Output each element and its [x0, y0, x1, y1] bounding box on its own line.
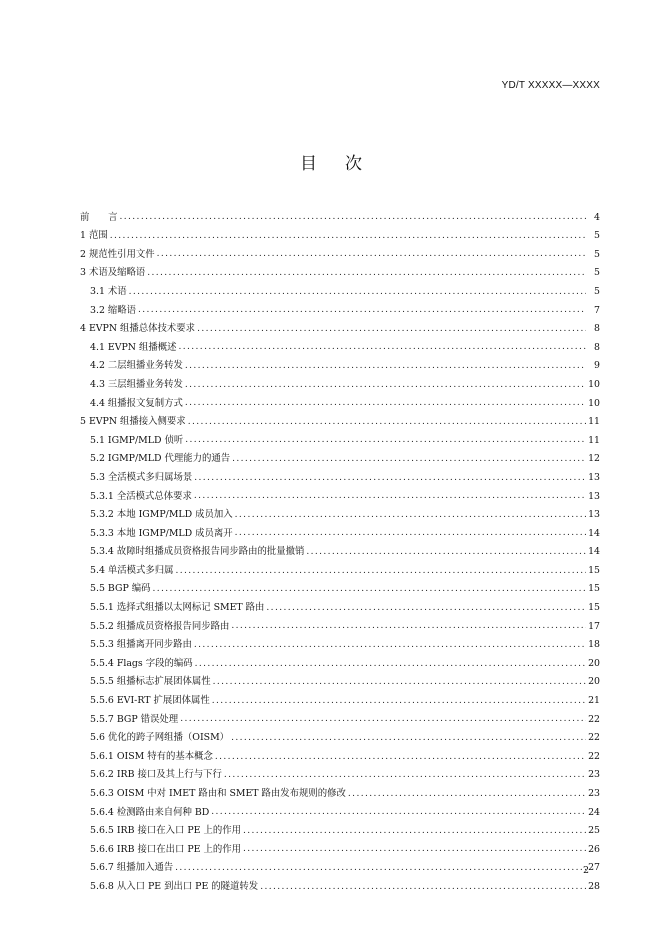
toc-entry[interactable]	[80, 320, 600, 339]
toc-entry[interactable]	[80, 636, 600, 655]
toc-entry-label: 5.3.1 全活模式总体要求	[90, 490, 192, 502]
toc-entry[interactable]	[80, 598, 600, 617]
toc-entry-label: 4.3 三层组播业务转发	[90, 378, 183, 390]
toc-entry-label: 3 术语及缩略语	[80, 267, 146, 279]
toc-entry-label: 4.1 EVPN 组播概述	[90, 341, 177, 353]
toc-entry-page: 23	[588, 769, 600, 781]
toc-entry[interactable]	[80, 301, 600, 320]
toc-entry-label: 5.1 IGMP/MLD 侦听	[90, 434, 184, 446]
toc-entry[interactable]	[80, 524, 600, 543]
toc-entry-page: 15	[588, 583, 600, 595]
toc-entry-label: 5.5.5 组播标志扩展团体属性	[90, 676, 211, 688]
toc-entry-label: 5.6.8 从入口 PE 到出口 PE 的隧道转发	[90, 880, 259, 892]
toc-entry[interactable]	[80, 673, 600, 692]
toc-entry[interactable]	[80, 375, 600, 394]
toc-entry-page: 15	[588, 564, 600, 576]
toc-entry-label: 5.3.4 故障时组播成员资格报告同步路由的批量撤销	[90, 546, 305, 558]
toc-entry-page: 4	[594, 211, 600, 223]
toc-leader-dots	[235, 510, 586, 520]
toc-entry[interactable]	[80, 691, 600, 710]
toc-leader-dots	[231, 733, 586, 743]
toc-leader-dots	[176, 566, 586, 576]
toc-leader-dots	[211, 807, 586, 817]
toc-entry[interactable]	[80, 245, 600, 264]
toc-leader-dots	[215, 752, 586, 762]
toc-entry-label: 5.6.5 IRB 接口在入口 PE 上的作用	[90, 825, 241, 837]
toc-entry-page: 5	[594, 248, 600, 260]
toc-entry[interactable]	[80, 264, 600, 283]
toc-leader-dots	[147, 268, 586, 278]
toc-entry[interactable]	[80, 413, 600, 432]
toc-leader-dots	[306, 547, 586, 557]
toc-leader-dots	[110, 231, 586, 241]
toc-entry[interactable]	[80, 803, 600, 822]
toc-leader-dots	[243, 826, 586, 836]
toc-leader-dots	[129, 287, 586, 297]
toc-entry-label: 4 EVPN 组播总体技术要求	[80, 323, 196, 335]
toc-entry-page: 10	[588, 378, 600, 390]
toc-entry-page: 18	[588, 639, 600, 651]
toc-entry-page: 8	[594, 341, 600, 353]
toc-leader-dots	[213, 677, 586, 687]
toc-entry-label: 5.5.7 BGP 错误处理	[90, 713, 179, 725]
toc-entry-page: 17	[588, 620, 600, 632]
toc-leader-dots	[185, 380, 586, 390]
toc-entry-label: 5.5.6 EVI-RT 扩展团体属性	[90, 695, 210, 707]
toc-leader-dots	[194, 473, 586, 483]
toc-entry-page: 28	[588, 880, 600, 892]
toc-entry[interactable]	[80, 840, 600, 859]
toc-entry-page: 8	[594, 323, 600, 335]
toc-entry-label: 5.5.1 选择式组播以太网标记 SMET 路由	[90, 602, 265, 614]
page-number: 2	[582, 865, 589, 876]
toc-entry-label: 5.4 单活模式多归属	[90, 564, 174, 576]
toc-entry[interactable]	[80, 710, 600, 729]
toc-entry-label: 5.3 全活模式多归属场景	[90, 471, 193, 483]
toc-leader-dots	[212, 696, 586, 706]
toc-entry-page: 9	[594, 360, 600, 372]
toc-entry-page: 15	[588, 602, 600, 614]
toc-leader-dots	[266, 603, 586, 613]
toc-leader-dots	[224, 770, 586, 780]
toc-leader-dots	[185, 398, 586, 408]
toc-entry-label: 5.3.2 本地 IGMP/MLD 成员加入	[90, 509, 233, 521]
toc-entry-page: 11	[588, 434, 600, 446]
toc-entry[interactable]	[80, 729, 600, 748]
toc-leader-dots	[243, 844, 586, 854]
toc-entry[interactable]	[80, 766, 600, 785]
toc-entry-page: 23	[588, 788, 600, 799]
toc-entry-page: 5	[594, 267, 600, 279]
toc-leader-dots	[185, 435, 586, 445]
page-title: 目次	[300, 154, 390, 174]
toc-entry-label: 3.1 术语	[90, 285, 127, 297]
toc-leader-dots	[120, 212, 586, 222]
toc-leader-dots	[194, 491, 586, 501]
toc-entry-page: 5	[594, 285, 600, 297]
toc-entry[interactable]	[80, 822, 600, 841]
toc-leader-dots	[235, 528, 586, 538]
toc-entry-label: 1 范围	[80, 230, 108, 242]
toc-entry[interactable]	[80, 580, 600, 599]
toc-entry[interactable]	[80, 506, 600, 525]
toc-entry-label: 5 EVPN 组播接入侧要求	[80, 416, 186, 428]
toc-entry-page: 11	[588, 416, 600, 428]
toc-leader-dots	[138, 305, 586, 315]
toc-entry[interactable]	[80, 468, 600, 487]
toc-entry[interactable]	[80, 357, 600, 376]
toc-entry-page: 22	[588, 713, 600, 725]
toc-entry-page: 13	[588, 490, 600, 502]
table-of-contents	[80, 208, 600, 896]
toc-leader-dots	[180, 714, 586, 724]
toc-entry[interactable]	[80, 747, 600, 766]
toc-entry-label: 5.6.6 IRB 接口在出口 PE 上的作用	[90, 843, 241, 855]
toc-entry[interactable]	[80, 784, 600, 803]
toc-entry-label: 5.5.2 组播成员资格报告同步路由	[90, 620, 230, 632]
toc-entry[interactable]	[80, 877, 600, 896]
toc-entry-page: 12	[588, 453, 600, 465]
toc-entry-label: 5.3.3 本地 IGMP/MLD 成员离开	[90, 527, 233, 539]
toc-entry-page: 26	[588, 843, 600, 855]
toc-entry-page: 13	[588, 471, 600, 483]
toc-leader-dots	[232, 454, 586, 464]
toc-entry[interactable]	[80, 227, 600, 246]
toc-leader-dots	[260, 882, 586, 892]
toc-entry-page: 25	[588, 825, 600, 837]
toc-entry[interactable]	[80, 208, 600, 227]
toc-leader-dots	[194, 640, 586, 650]
toc-entry-label: 5.2 IGMP/MLD 代理能力的通告	[90, 453, 231, 465]
toc-leader-dots	[157, 249, 586, 259]
toc-entry-label: 前 言	[80, 211, 118, 223]
document-code: YD/T XXXXX—XXXX	[501, 80, 600, 91]
toc-entry-label: 5.6.4 检测路由来自何种 BD	[90, 806, 210, 818]
toc-entry-label: 3.2 缩略语	[90, 304, 137, 316]
toc-entry-label: 5.6.3 OISM 中对 IMET 路由和 SMET 路由发布规则的修改	[90, 788, 346, 799]
toc-entry-label: 5.5 BGP 编码	[90, 583, 151, 595]
toc-leader-dots	[179, 342, 587, 352]
toc-entry[interactable]	[80, 543, 600, 562]
toc-entry-label: 5.6 优化的跨子网组播（OISM）	[90, 732, 230, 744]
toc-entry-page: 13	[588, 509, 600, 521]
toc-leader-dots	[185, 361, 586, 371]
toc-entry-page: 5	[594, 230, 600, 242]
toc-entry-page: 14	[588, 527, 600, 539]
toc-leader-dots	[348, 789, 586, 799]
toc-entry-page: 24	[588, 806, 600, 818]
toc-entry-label: 5.6.7 组播加入通告	[90, 862, 174, 874]
toc-entry-page: 22	[588, 732, 600, 744]
toc-entry-page: 20	[588, 676, 600, 688]
toc-entry-label: 5.6.1 OISM 特有的基本概念	[90, 750, 213, 762]
toc-leader-dots	[195, 659, 586, 669]
toc-entry-page: 21	[588, 695, 600, 707]
toc-leader-dots	[175, 863, 586, 873]
toc-entry[interactable]	[80, 561, 600, 580]
toc-entry-label: 5.5.3 组播离开同步路由	[90, 639, 192, 651]
toc-leader-dots	[197, 324, 586, 334]
toc-entry[interactable]	[80, 654, 600, 673]
toc-entry[interactable]	[80, 431, 600, 450]
toc-entry[interactable]	[80, 394, 600, 413]
toc-entry-page: 10	[588, 397, 600, 409]
toc-entry-label: 4.4 组播报文复制方式	[90, 397, 183, 409]
toc-entry[interactable]	[80, 338, 600, 357]
toc-leader-dots	[231, 621, 586, 631]
toc-leader-dots	[188, 417, 586, 427]
toc-entry-label: 5.5.4 Flags 字段的编码	[90, 657, 193, 669]
toc-entry-page: 14	[588, 546, 600, 558]
toc-entry-label: 2 规范性引用文件	[80, 248, 155, 260]
toc-entry[interactable]	[80, 617, 600, 636]
toc-entry[interactable]	[80, 450, 600, 469]
toc-entry[interactable]	[80, 859, 600, 878]
toc-leader-dots	[152, 584, 586, 594]
toc-entry-label: 5.6.2 IRB 接口及其上行与下行	[90, 769, 222, 781]
toc-entry-page: 27	[588, 862, 600, 874]
toc-entry-page: 7	[594, 304, 600, 316]
toc-entry-page: 22	[588, 750, 600, 762]
toc-entry-page: 20	[588, 657, 600, 669]
toc-entry[interactable]	[80, 487, 600, 506]
toc-entry[interactable]	[80, 282, 600, 301]
toc-entry-label: 4.2 二层组播业务转发	[90, 360, 183, 372]
